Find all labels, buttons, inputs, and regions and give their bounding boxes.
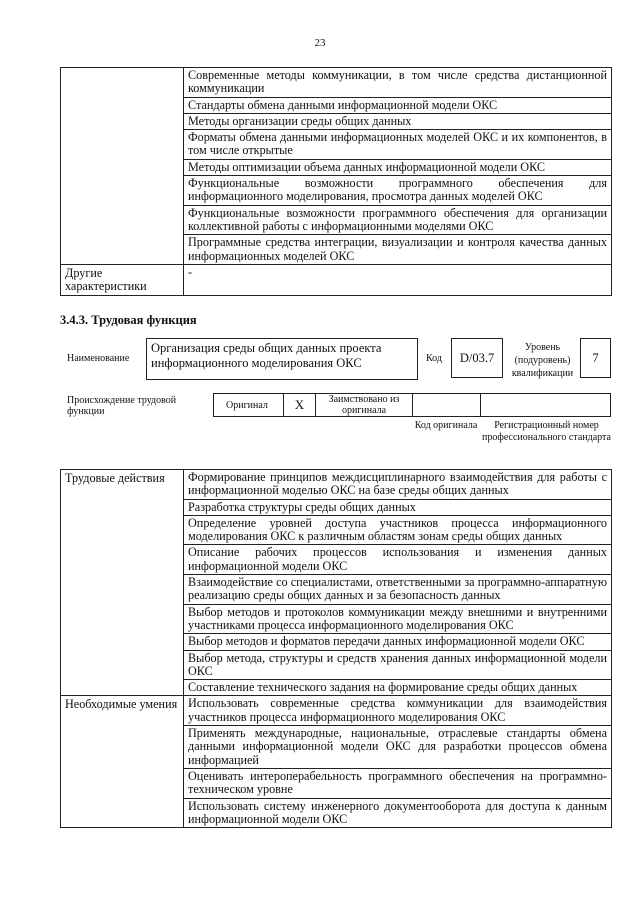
table-cell: Функциональные возможности программного обеспечения для организации коллективной работы с информационными моделями ОКС bbox=[184, 205, 612, 235]
borrowed-cell bbox=[315, 393, 413, 417]
table-cell: Методы организации среды общих данных bbox=[184, 113, 612, 129]
table-cell: Оценивать интероперабельность программного обеспечения на программно-техническом уровне bbox=[184, 768, 612, 798]
labor-function-table bbox=[60, 469, 612, 828]
code-label: Код bbox=[426, 353, 442, 364]
table-cell: Программные средства интеграции, визуализации и контроля качества данных информационных моделей ОКС bbox=[184, 235, 612, 265]
table-cell: Современные методы коммуникации, в том числе средства дистанционной коммуникации bbox=[184, 68, 612, 98]
table-row bbox=[61, 696, 612, 726]
level-value-box: 7 bbox=[580, 338, 611, 378]
table-cell: Использовать современные средства коммуникации для взаимодействия участников процесса информационного моделирования ОКС bbox=[184, 696, 612, 726]
original-mark: X bbox=[283, 393, 316, 417]
table-row bbox=[61, 68, 612, 98]
reg-number-label: Регистрационный номер профессионального стандарта bbox=[482, 420, 611, 443]
function-name-box: Организация среды общих данных проекта информационного моделирования ОКС bbox=[146, 338, 418, 380]
table-cell: Выбор методов и протоколов коммуникации между внешними и внутренними участниками процесса информационного моделирования ОКС bbox=[184, 604, 612, 634]
table-label-cell bbox=[61, 68, 184, 265]
table-row bbox=[61, 470, 612, 500]
skills-label: Необходимые умения bbox=[61, 696, 184, 828]
origin-label: Происхождение трудовой функции bbox=[67, 395, 177, 417]
page-number: 23 bbox=[314, 37, 326, 49]
knowledge-table bbox=[60, 67, 612, 296]
original-label: Оригинал bbox=[226, 400, 268, 411]
level-label: Уровень (подуровень) квалификации bbox=[511, 342, 574, 379]
table-cell: Форматы обмена данными информационных моделей ОКС и их компонентов, в том числе открытые bbox=[184, 130, 612, 160]
table-cell: Применять международные, национальные, отраслевые стандарты обмена данными информационной модели ОКС для разработки процессов обмена информацией bbox=[184, 726, 612, 769]
table-cell: Разработка структуры среды общих данных bbox=[184, 499, 612, 515]
original-cell bbox=[213, 393, 284, 417]
table-cell: Методы оптимизации объема данных информационной модели ОКС bbox=[184, 159, 612, 175]
table-cell: Использовать систему инженерного документооборота для доступа к данным информационной модели ОКС bbox=[184, 798, 612, 828]
table-row bbox=[61, 264, 612, 296]
table-cell: Взаимодействие со специалистами, ответственными за программно-аппаратную реализацию среды общих данных и за безопасность данных bbox=[184, 575, 612, 605]
reg-number-cell bbox=[480, 393, 611, 417]
code-original-cell bbox=[412, 393, 481, 417]
table-cell: Составление технического задания на формирование среды общих данных bbox=[184, 680, 612, 696]
code-value-box: D/03.7 bbox=[451, 338, 503, 378]
other-characteristics-label: Другие характеристики bbox=[61, 264, 184, 296]
borrowed-label: Заимствовано из оригинала bbox=[328, 394, 400, 416]
origin-row bbox=[213, 393, 611, 419]
table-cell: Формирование принципов междисциплинарного взаимодействия для работы с информационной моделью ОКС на базе среды общих данных bbox=[184, 470, 612, 500]
table-cell: Выбор метода, структуры и средств хранения данных информационной модели ОКС bbox=[184, 650, 612, 680]
table-cell: Стандарты обмена данными информационной модели ОКС bbox=[184, 97, 612, 113]
table-cell: Определение уровней доступа участников процесса информационного моделирования ОКС к различным областям зонам среды общих данных bbox=[184, 515, 612, 545]
table-cell: Функциональные возможности программного обеспечения для информационного моделирования, просмотра данных моделей ОКС bbox=[184, 176, 612, 206]
table-cell: Выбор методов и форматов передачи данных информационной модели ОКС bbox=[184, 634, 612, 650]
code-original-label: Код оригинала bbox=[414, 420, 478, 431]
actions-label: Трудовые действия bbox=[61, 470, 184, 696]
naming-label: Наименование bbox=[67, 353, 130, 364]
section-title: 3.4.3. Трудовая функция bbox=[60, 313, 197, 327]
table-cell: Описание рабочих процессов использования и изменения данных информационной модели ОКС bbox=[184, 545, 612, 575]
other-characteristics-value: - bbox=[184, 264, 612, 296]
